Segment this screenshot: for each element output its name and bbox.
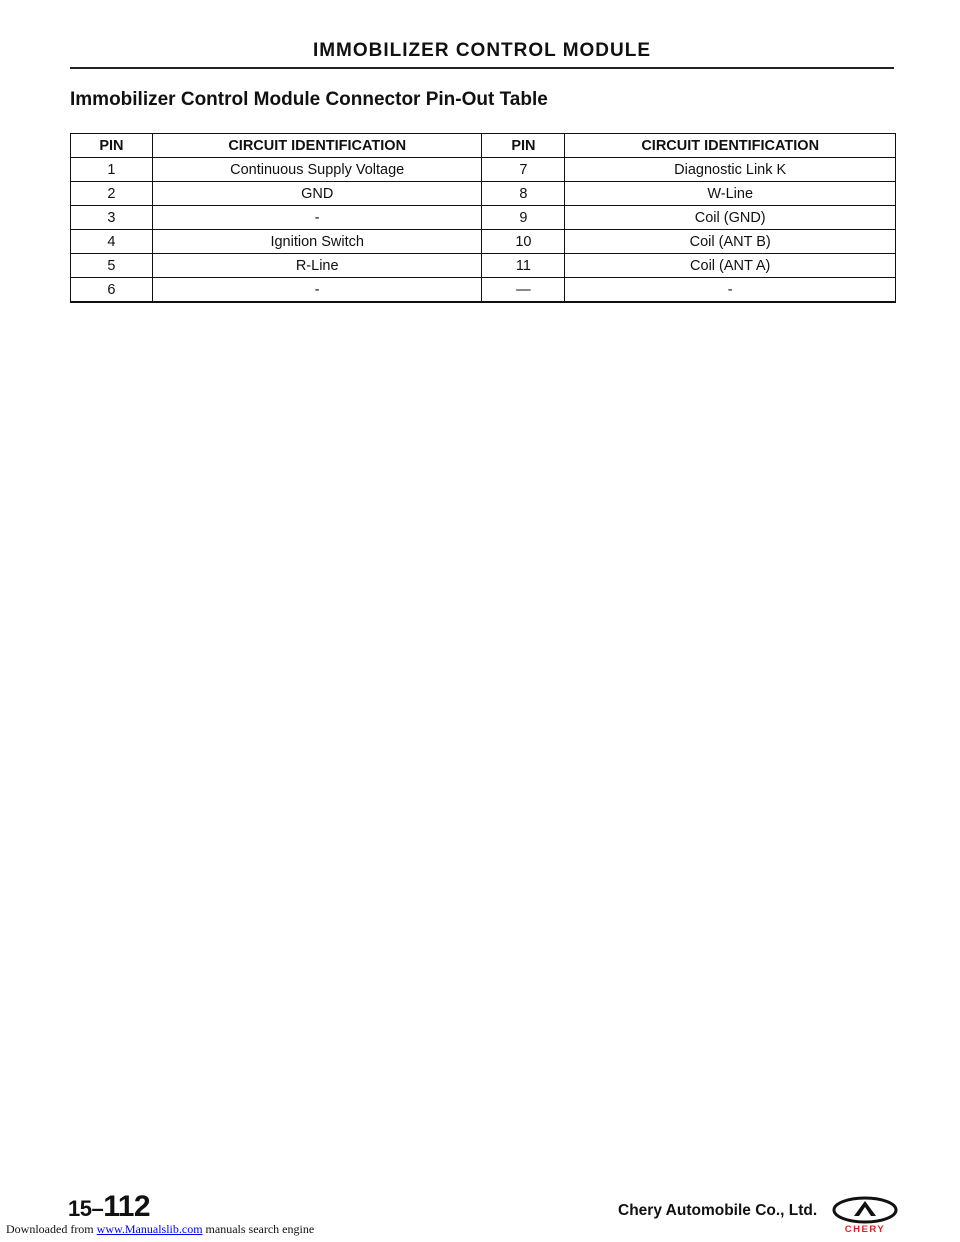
circuit-cell: Ignition Switch bbox=[152, 230, 482, 254]
section-number: 15– bbox=[68, 1196, 104, 1221]
running-header-title: IMMOBILIZER CONTROL MODULE bbox=[312, 40, 652, 61]
company-name: Chery Automobile Co., Ltd. bbox=[618, 1202, 818, 1219]
pin-cell: 2 bbox=[71, 182, 153, 206]
pin-cell: 1 bbox=[71, 158, 153, 182]
download-notice bbox=[6, 1222, 314, 1237]
circuit-cell: Coil (ANT B) bbox=[565, 230, 896, 254]
pin-cell: 9 bbox=[482, 206, 565, 230]
column-header-circuit: CIRCUIT IDENTIFICATION bbox=[152, 134, 482, 158]
circuit-cell: GND bbox=[152, 182, 482, 206]
circuit-cell: R-Line bbox=[152, 254, 482, 278]
circuit-cell: Diagnostic Link K bbox=[565, 158, 896, 182]
page-number-value: 112 bbox=[103, 1190, 151, 1223]
table-row bbox=[71, 254, 896, 278]
table-row bbox=[71, 278, 896, 303]
manualslib-link[interactable]: www.Manualslib.com bbox=[96, 1222, 203, 1236]
pin-cell: — bbox=[482, 278, 565, 303]
circuit-cell: Continuous Supply Voltage bbox=[152, 158, 482, 182]
table-row bbox=[71, 206, 896, 230]
circuit-cell: Coil (GND) bbox=[565, 206, 896, 230]
logo-wordmark: CHERY bbox=[844, 1224, 886, 1234]
circuit-cell: - bbox=[565, 278, 896, 303]
column-header-pin: PIN bbox=[482, 134, 565, 158]
circuit-cell: Coil (ANT A) bbox=[565, 254, 896, 278]
column-header-pin: PIN bbox=[71, 134, 153, 158]
table-row bbox=[71, 230, 896, 254]
circuit-cell: W-Line bbox=[565, 182, 896, 206]
page-number bbox=[68, 1190, 150, 1224]
pin-cell: 8 bbox=[482, 182, 565, 206]
column-header-circuit: CIRCUIT IDENTIFICATION bbox=[565, 134, 896, 158]
table-row bbox=[71, 182, 896, 206]
table-header-row bbox=[71, 134, 896, 158]
pin-cell: 10 bbox=[482, 230, 565, 254]
circuit-cell: - bbox=[152, 206, 482, 230]
table-row bbox=[71, 158, 896, 182]
pin-cell: 11 bbox=[482, 254, 565, 278]
download-suffix: manuals search engine bbox=[202, 1222, 315, 1236]
pinout-table bbox=[70, 133, 896, 303]
circuit-cell: - bbox=[152, 278, 482, 303]
header-divider bbox=[70, 67, 894, 69]
chery-logo-icon bbox=[832, 1196, 898, 1234]
pin-cell: 7 bbox=[482, 158, 565, 182]
section-title: Immobilizer Control Module Connector Pin-Out Table bbox=[70, 89, 548, 110]
pin-cell: 5 bbox=[71, 254, 153, 278]
pin-cell: 6 bbox=[71, 278, 153, 303]
download-prefix: Downloaded from bbox=[6, 1222, 97, 1236]
pin-cell: 4 bbox=[71, 230, 153, 254]
pin-cell: 3 bbox=[71, 206, 153, 230]
